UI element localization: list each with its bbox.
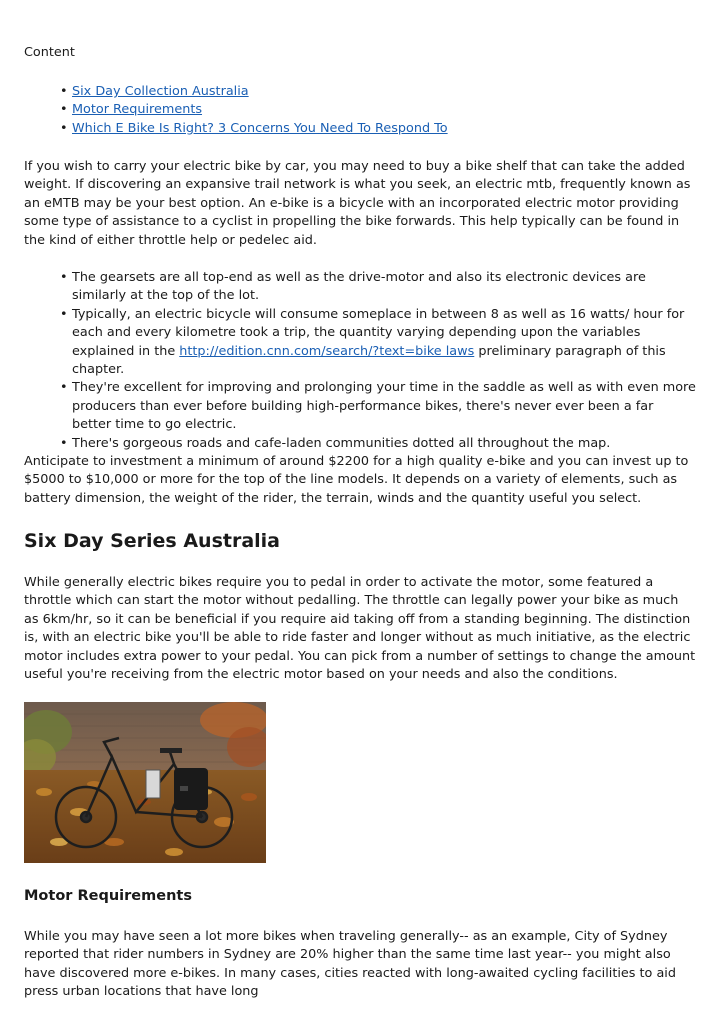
intro-paragraph: If you wish to carry your electric bike by car, you may need to buy a bike shelf that can take the added weight. If discovering an expansive trail network is what you seek, an electric mtb, frequently known as an eMTB may be your best option. An e-bike is a bicycle with an incorporated electric motor providing some type of assistance to a cyclist in propelling the bike forwards. This help typically can be found in the kind of either throttle help or pedelec aid.	[24, 159, 691, 248]
bullet-item: • The gearsets are all top-end as well as the drive-motor and also its electronic devices are similarly at the top of the lot.	[72, 269, 696, 306]
feature-bullet-list	[24, 269, 696, 453]
section-paragraph-throttle: While generally electric bikes require you to pedal in order to activate the motor, some featured a throttle which can start the motor without pedalling. The throttle can legally power your bike as much as 6km/hr, so it can be beneficial if you require aid taking off from a standing beginning. The distinction is, with an electric bike you'll be able to ride faster and longer without as much initiative, as the electric motor includes extra power to your pedal. You can pick from a number of settings to change the amount useful you're receiving from the electric motor based on your needs and also the conditions.	[24, 575, 696, 683]
toc-heading: Content	[24, 45, 75, 60]
section-paragraph-riders: While you may have seen a lot more bikes when traveling generally-- as an example, City of Sydney reported that rider numbers in Sydney are 20% higher than the same time last year-- you might also have discovered more e-bikes. In many cases, cities reacted with long-awaited cycling facilities to aid press urban locations that have long	[24, 929, 676, 1000]
section-heading-motor-requirements: Motor Requirements	[24, 888, 192, 904]
toc-item	[72, 83, 448, 101]
toc-list	[24, 83, 448, 138]
section-heading-six-day-series: Six Day Series Australia	[24, 530, 280, 552]
toc-link-which-e-bike[interactable]: Which E Bike Is Right? 3 Concerns You Need To Respond To	[72, 120, 448, 136]
toc-link-motor-requirements[interactable]: Motor Requirements	[72, 102, 203, 118]
toc-item	[72, 101, 448, 119]
bullet-item: • There's gorgeous roads and cafe-laden communities dotted all throughout the map.	[72, 435, 696, 453]
bullet-item	[72, 306, 696, 380]
cnn-bike-laws-link[interactable]: http://edition.cnn.com/search/?text=bike laws	[179, 343, 475, 359]
bullet-item: • They're excellent for improving and prolonging your time in the saddle as well as with even more producers than ever before building high-performance bikes, there's never ever been a far better time to go electric.	[72, 379, 696, 434]
toc-item	[72, 120, 448, 138]
electric-bike-photo	[24, 702, 266, 863]
toc-link-six-day-collection[interactable]: Six Day Collection Australia	[72, 84, 249, 99]
bullet-text: preliminary paragraph of this chapter.	[72, 343, 666, 378]
bullet-text: Typically, an electric bicycle will consume someplace in between 8 as well as 16 watts/ hour for each and every kilometre took a trip, the quantity varying depending upon the variables explained in the	[72, 306, 685, 359]
price-paragraph: Anticipate to investment a minimum of around $2200 for a high quality e-bike and you can invest up to $5000 to $10,000 or more for the top of the line models. It depends on a variety of elements, such as battery dimension, the weight of the rider, the terrain, winds and the quantity useful you select.	[24, 454, 689, 506]
